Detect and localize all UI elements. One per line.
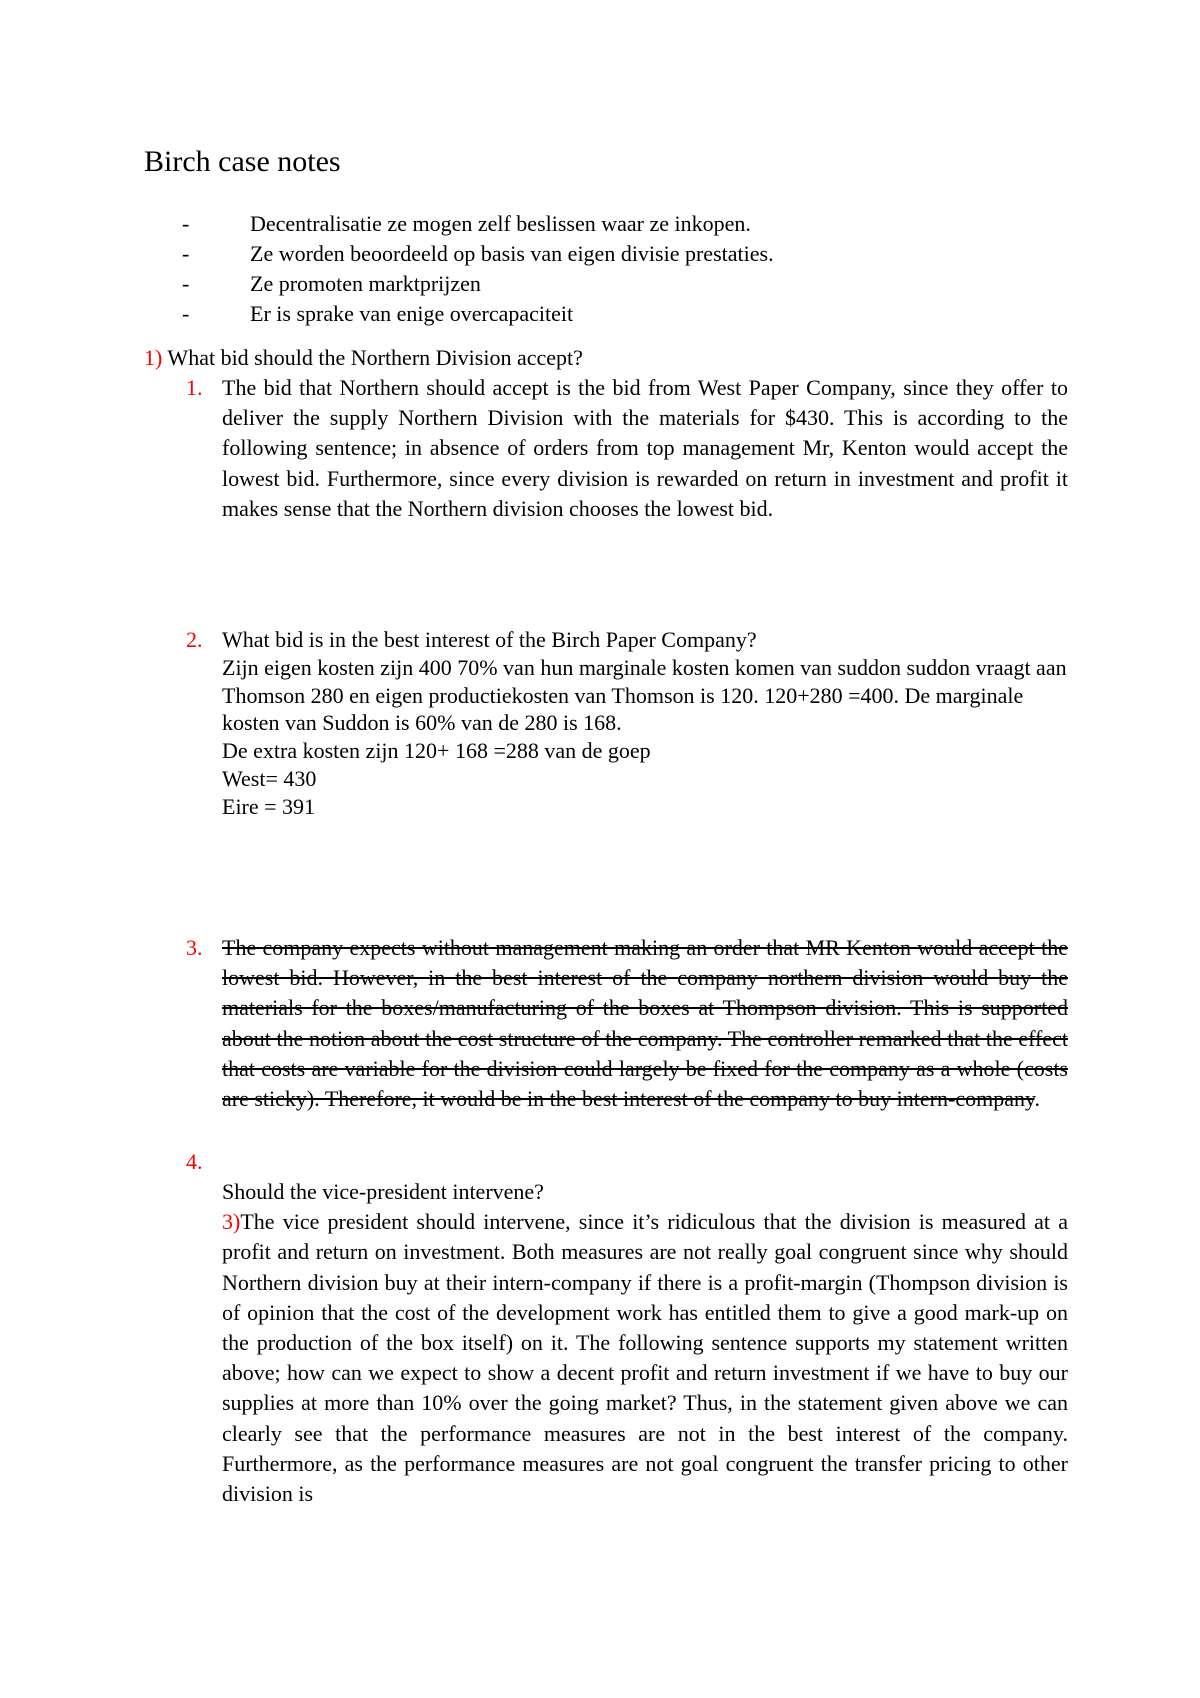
bullet-item xyxy=(0,209,1200,239)
item-4-answer-number: 3) xyxy=(222,1209,241,1235)
item-2-body xyxy=(222,626,1068,821)
bullet-list xyxy=(0,209,1200,329)
item-4-spacer xyxy=(222,1147,1068,1177)
item-1-text: The bid that Northern should accept is the bid from West Paper Company, since they offer to deliver the supply Northern Division with the materials for $430. This is according to the following sentence; in absence of orders from top management Mr, Kenton would accept the lowest bid. Furthermore, since every division is rewarded on return in investment and profit it makes sense that the Northern division chooses the lowest bid. xyxy=(222,375,1068,521)
bullet-item xyxy=(0,299,1200,329)
bullet-item xyxy=(0,269,1200,299)
item-4-body xyxy=(222,1147,1068,1509)
item-2-extra-costs: De extra kosten zijn 120+ 168 =288 van de goep xyxy=(222,738,651,764)
question-1-number: 1) xyxy=(144,345,163,370)
item-3-trailing: . xyxy=(1034,1086,1041,1112)
item-4-number: 4. xyxy=(186,1149,203,1174)
item-4-question: Should the vice-president intervene? xyxy=(222,1179,544,1204)
bullet-item xyxy=(0,239,1200,269)
bullet-marker: - xyxy=(182,271,190,296)
item-3-number: 3. xyxy=(186,935,203,960)
item-1-number: 1. xyxy=(186,375,203,400)
bullet-marker: - xyxy=(182,301,190,326)
bullet-marker: - xyxy=(182,211,190,236)
numbered-item-4 xyxy=(186,1147,1068,1509)
item-3-body xyxy=(222,933,1068,1114)
numbered-item-1 xyxy=(186,373,1068,524)
bullet-marker: - xyxy=(182,241,190,266)
item-2-west-bid: West= 430 xyxy=(222,765,317,791)
item-4-answer xyxy=(222,1207,1068,1509)
bullet-text: Er is sprake van enige overcapaciteit xyxy=(250,301,574,326)
item-2-number: 2. xyxy=(186,627,203,652)
bullet-text: Decentralisatie ze mogen zelf beslissen waar ze inkopen. xyxy=(250,211,751,236)
bullet-text: Ze worden beoordeeld op basis van eigen divisie prestaties. xyxy=(250,241,774,266)
numbered-item-2 xyxy=(186,626,1068,821)
document-title: Birch case notes xyxy=(144,145,341,178)
item-2-eire-bid: Eire = 391 xyxy=(222,793,316,819)
bullet-text: Ze promoten marktprijzen xyxy=(250,271,481,296)
question-1-text: What bid should the Northern Division accept? xyxy=(162,345,583,370)
item-4-answer-text: The vice president should intervene, since it’s ridiculous that the division is measured at a profit and return on investment. Both measures are not really goal congruent since why should Northern division buy at their intern-company if there is a profit-margin (Thompson division is of opinion that the cost of the development work has entitled them to give a good mark-up on the production of the box itself) on it. The following sentence supports my statement written above; how can we expect to show a decent profit and return investment if we have to buy our supplies at more than 10% over the going market? Thus, in the statement given above we can clearly see that the performance measures are not in the best interest of the company. Furthermore, as the performance measures are not goal congruent the transfer pricing to other division is xyxy=(222,1209,1068,1507)
item-3-struck-text: The company expects without management making an order that MR Kenton would accept the lowest bid. However, in the best interest of the company northern division would buy the materials for the boxes/manufacturing of the boxes at Thompson division. This is supported about the notion about the cost structure of the company. The controller remarked that the effect that costs are variable for the division could largely be fixed for the company as a whole (costs are sticky). Therefore, it would be in the best interest of the company to buy intern-company xyxy=(222,935,1068,1112)
question-1-heading xyxy=(144,343,583,373)
numbered-item-3 xyxy=(186,933,1068,1114)
item-2-question: What bid is in the best interest of the Birch Paper Company? xyxy=(222,627,757,652)
item-2-paragraph: Zijn eigen kosten zijn 400 70% van hun marginale kosten komen van suddon suddon vraagt aan Thomson 280 en eigen productiekosten van Thomson is 120. 120+280 =400. De marginale kosten van Suddon is 60% van de 280 is 168. xyxy=(222,654,1067,736)
